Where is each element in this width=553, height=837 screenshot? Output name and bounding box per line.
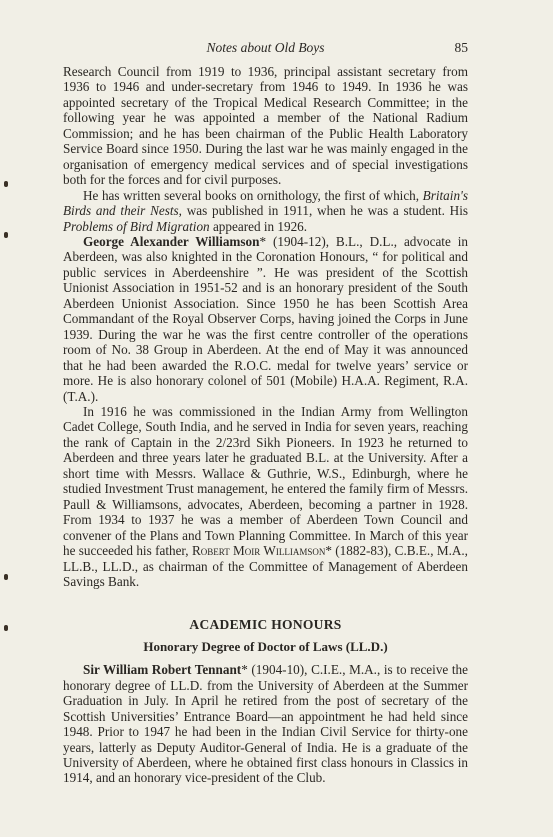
section-subheading: Honorary Degree of Doctor of Laws (LL.D.): [143, 638, 388, 654]
paragraph-text: In 1916 he was commissioned in the Indian Army from Wellington Cadet College, South India, and he served in India for seven years, reaching the rank of Captain in the 2/23rd Sikh Pioneers. In 1923 he returned to Aberdeen and three years later he graduated B.L. at the University. After a short time with Messrs. Wallace & Guthrie, W.S., Edinburgh, where he studied Investment Trust management, he entered the family firm of Messrs. Paull & Williamsons, advocates, Aberdeen, becoming a partner in 1928. From 1934 to 1937 he was a member of Aberdeen Town Council and convener of the Plans and Town Planning Committee. In March of this year he succeeded his father,: [63, 403, 468, 559]
paragraph: [63, 188, 468, 234]
paragraph: [63, 234, 468, 404]
margin-mark: [4, 181, 8, 187]
paragraph-text: * (1882-83), C.B.E., M.A., LL.B., LL.D., as chairman of the Committee of Management of Aberdeen Savings Bank.: [63, 543, 468, 589]
paragraph: [63, 404, 468, 589]
person-name: Sir William Robert Tennant: [83, 662, 242, 678]
book-title: Problems of Bird Migration: [63, 218, 210, 234]
margin-mark: [4, 574, 8, 580]
page-number: 85: [454, 40, 468, 55]
paragraph-text: appeared in 1926.: [209, 218, 308, 234]
paragraph-text: * (1904-12), B.L., D.L., advocate in Aberdeen, was also knighted in the Coronation Honours, “ for political and public services in Aberdeenshire ”. He was president of the Scottish Unionist Association in 1951-52 and is an honorary president of the South Aberdeen Unionist Association. Since 1950 he has been Scottish Area Commandant of the Royal Observer Corps, having joined the Corps in June 1939. During the war he was the first centre controller of the operations room of No. 38 Group in Aberdeen. At the end of May it was announced that he had been awarded the R.O.C. medal for twelve years’ service or more. He is also honorary colonel of 501 (Mobile) H.A.A. Regiment, R.A. (T.A.).: [63, 233, 468, 404]
section-heading: ACADEMIC HONOURS: [189, 617, 342, 633]
paragraph: [63, 64, 468, 188]
paragraph-text: Research Council from 1919 to 1936, principal assistant secretary from 1936 to 1946 and under-secretary from 1946 to 1949. In 1936 he was appointed secretary of the Tropical Medical Research Committee; in the following year he was appointed a member of the National Radium Commission; and he has been chairman of the Public Health Laboratory Service Board since 1950. During the last war he was mainly engaged in the organisation of emergency medical services and of special investigations both for the forces and for civil purposes.: [63, 64, 468, 188]
paragraph-text: , was published in 1911, when he was a student. His: [178, 203, 468, 219]
paragraph: [63, 662, 468, 786]
running-title: Notes about Old Boys: [206, 40, 325, 55]
paragraph-text: He has written several books on ornithology, the first of which,: [83, 187, 423, 203]
paragraph-text: * (1904-10), C.I.E., M.A., is to receive the honorary degree of LL.D. from the University of Aberdeen at the Summer Graduation in July. In April he retired from the post of secretary of the Scottish Universities’ Entrance Board—an appointment he had held since 1948. Prior to 1947 he had been in the Indian Civil Service for thirty-one years, latterly as Deputy Auditor-General of India. He is a graduate of the University of Aberdeen, where he obtained first class honours in Classics in 1914, and an honorary vice-president of the Club.: [63, 662, 468, 786]
page-body: [63, 64, 468, 786]
book-title: Britain's Birds and their Nests: [63, 187, 468, 219]
person-name: George Alexander Williamson: [83, 233, 260, 249]
person-name: Robert Moir Williamson: [191, 543, 326, 559]
margin-mark: [4, 625, 8, 631]
margin-mark: [4, 232, 8, 238]
